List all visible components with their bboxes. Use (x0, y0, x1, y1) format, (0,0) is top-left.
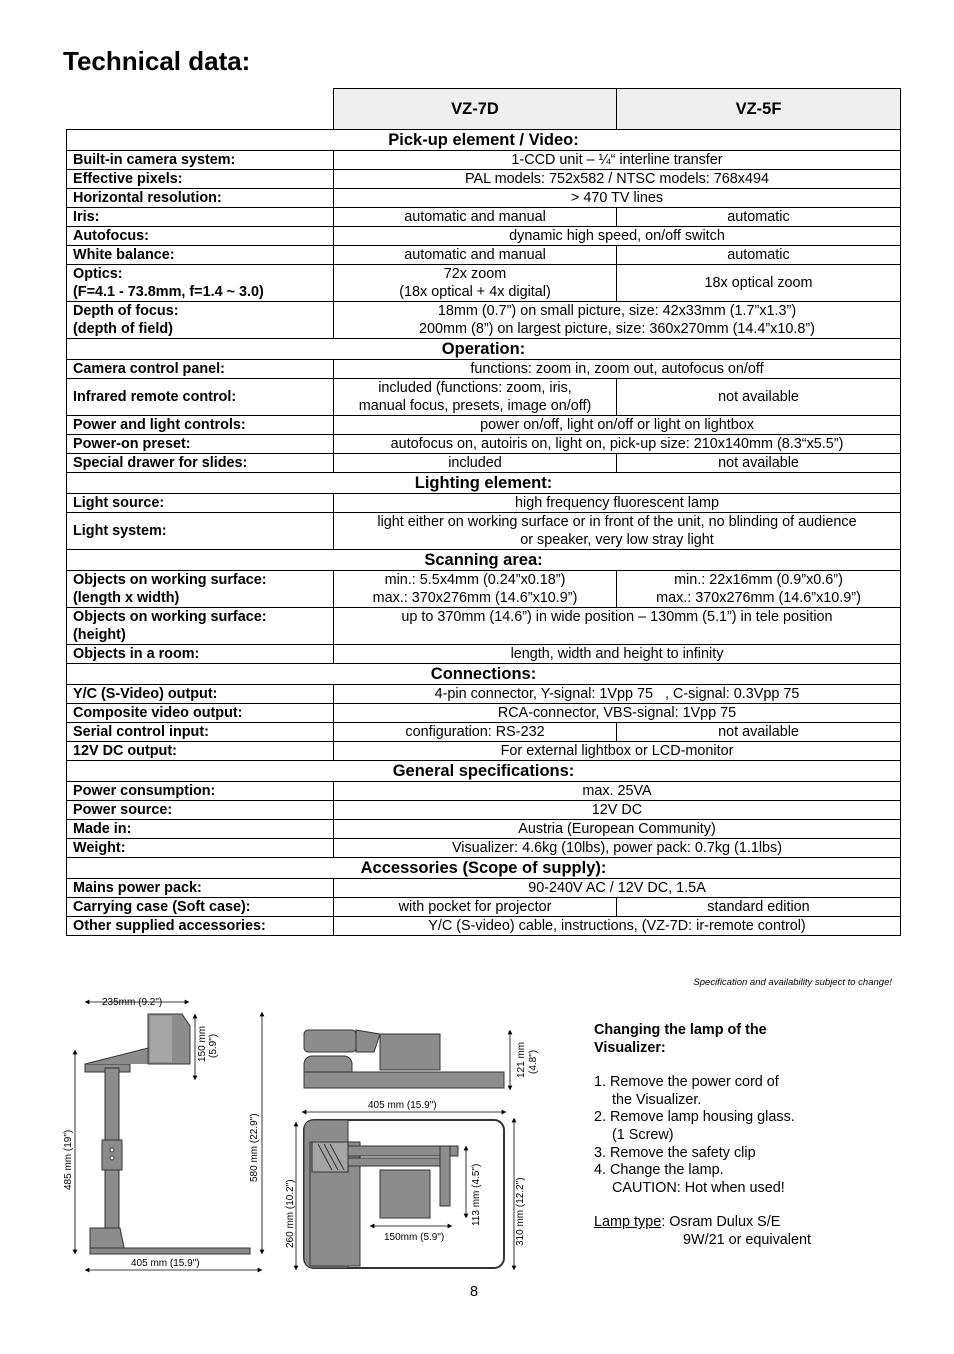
lamp-type-line2: 9W/21 or equivalent (683, 1231, 811, 1248)
dim-260: 260 mm (10.2") (285, 1179, 296, 1248)
table-row: Built-in camera system: 1-CCD unit – ¼“ interline transfer (67, 151, 901, 170)
dim-485: 485 mm (19") (63, 1129, 74, 1190)
table-row: Weight: Visualizer: 4.6kg (10lbs), power pack: 0.7kg (1.1lbs) (67, 839, 901, 858)
lamp-title-line1: Changing the lamp of the (594, 1022, 767, 1038)
table-row: Composite video output: RCA-connector, VBS-signal: 1Vpp 75 (67, 704, 901, 723)
dim-150-top: 150mm (5.9") (384, 1232, 445, 1243)
table-row: Y/C (S-Video) output: 4-pin connector, Y-signal: 1Vpp 75 , C-signal: 0.3Vpp 75 (67, 685, 901, 704)
lamp-type: Lamp type: Osram Dulux S/E (594, 1214, 781, 1231)
section-heading-scanning: Scanning area: (67, 550, 901, 571)
table-row: Special drawer for slides: included not available (67, 454, 901, 473)
list-item: 2. Remove lamp housing glass. (1 Screw) (594, 1109, 795, 1143)
dim-121-in: (4.8") (528, 1049, 539, 1074)
side-view-diagram (55, 990, 275, 1280)
lamp-change-instructions (594, 1022, 894, 1250)
table-row: White balance: automatic and manual automatic (67, 246, 901, 265)
dim-150-mm: 150 mm (197, 1025, 208, 1062)
lamp-type-label: Lamp type (594, 1214, 662, 1231)
model-header-vz5f: VZ-5F (617, 89, 901, 130)
table-row: Light system: light either on working surface or in front of the unit, no blinding of audience or speaker, very low stray light (67, 513, 901, 550)
page-title: Technical data: (63, 46, 251, 76)
lamp-steps-list (594, 1074, 894, 1197)
table-row: Horizontal resolution: > 470 TV lines (67, 189, 901, 208)
dim-113: 113 mm (4.5") (471, 1163, 482, 1226)
dim-405-top: 405 mm (15.9") (368, 1100, 437, 1111)
table-row: Objects on working surface: (length x width) min.: 5.5x4mm (0.24”x0.18”) max.: 370x276mm (14.6”x10.9”) min.: 22x16mm (0.9”x0.6”) max.: 370x276mm (14.6”x10.9”) (67, 571, 901, 608)
lamp-title-line2: Visualizer: (594, 1039, 666, 1056)
top-view-diagram (282, 1020, 552, 1280)
list-item: 4. Change the lamp. CAUTION: Hot when used! (594, 1162, 785, 1196)
table-row: Mains power pack: 90-240V AC / 12V DC, 1.5A (67, 879, 901, 898)
section-heading-pickup: Pick-up element / Video: (67, 130, 901, 151)
table-row: Infrared remote control: included (functions: zoom, iris, manual focus, presets, image on/off) not available (67, 379, 901, 416)
table-row: Made in: Austria (European Community) (67, 820, 901, 839)
page-number: 8 (470, 1284, 479, 1300)
section-heading-general: General specifications: (67, 761, 901, 782)
dim-235: 235mm (9.2") (102, 997, 163, 1008)
table-row: Light source: high frequency fluorescent lamp (67, 494, 901, 513)
table-row: Power-on preset: autofocus on, autoiris on, light on, pick-up size: 210x140mm (8.3“x5.5”) (67, 435, 901, 454)
section-heading-lighting: Lighting element: (67, 473, 901, 494)
table-row: Autofocus: dynamic high speed, on/off switch (67, 227, 901, 246)
section-heading-connections: Connections: (67, 664, 901, 685)
model-header-row (67, 89, 901, 130)
dim-580: 580 mm (22.9") (249, 1113, 260, 1182)
table-row: Depth of focus: (depth of field) 18mm (0.7”) on small picture, size: 42x33mm (1.7”x1.3”) 200mm (8”) on largest picture, size: 360x270mm (14.4”x10.8”) (67, 302, 901, 339)
list-item: 1. Remove the power cord of the Visualizer. (594, 1074, 779, 1108)
table-row: Carrying case (Soft case): with pocket for projector standard edition (67, 898, 901, 917)
technical-data-table (66, 88, 901, 936)
dim-405-side: 405 mm (15.9") (131, 1258, 200, 1269)
table-row: Power and light controls: power on/off, light on/off or light on lightbox (67, 416, 901, 435)
spec-change-note: Specification and availability subject to change! (693, 977, 892, 988)
table-row: Optics: (F=4.1 - 73.8mm, f=1.4 ~ 3.0) 72x zoom (18x optical + 4x digital) 18x optical zoom (67, 265, 901, 302)
dim-310: 310 mm (12.2") (515, 1177, 526, 1246)
dim-121-mm: 121 mm (516, 1041, 527, 1078)
table-row: Power source: 12V DC (67, 801, 901, 820)
table-row: Serial control input: configuration: RS-232 not available (67, 723, 901, 742)
dim-150-in: (5.9") (208, 1033, 219, 1058)
table-row: Objects in a room: length, width and height to infinity (67, 645, 901, 664)
section-heading-accessories: Accessories (Scope of supply): (67, 858, 901, 879)
table-row: Objects on working surface: (height) up to 370mm (14.6”) in wide position – 130mm (5.1”) in tele position (67, 608, 901, 645)
section-heading-operation: Operation: (67, 339, 901, 360)
table-row: Other supplied accessories: Y/C (S-video) cable, instructions, (VZ-7D: ir-remote control) (67, 917, 901, 936)
table-row: Iris: automatic and manual automatic (67, 208, 901, 227)
table-row: 12V DC output: For external lightbox or LCD-monitor (67, 742, 901, 761)
table-row: Camera control panel: functions: zoom in, zoom out, autofocus on/off (67, 360, 901, 379)
list-item: 3. Remove the safety clip (594, 1144, 756, 1161)
table-row: Effective pixels: PAL models: 752x582 / NTSC models: 768x494 (67, 170, 901, 189)
table-row: Power consumption: max. 25VA (67, 782, 901, 801)
model-header-vz7d: VZ-7D (334, 89, 617, 130)
